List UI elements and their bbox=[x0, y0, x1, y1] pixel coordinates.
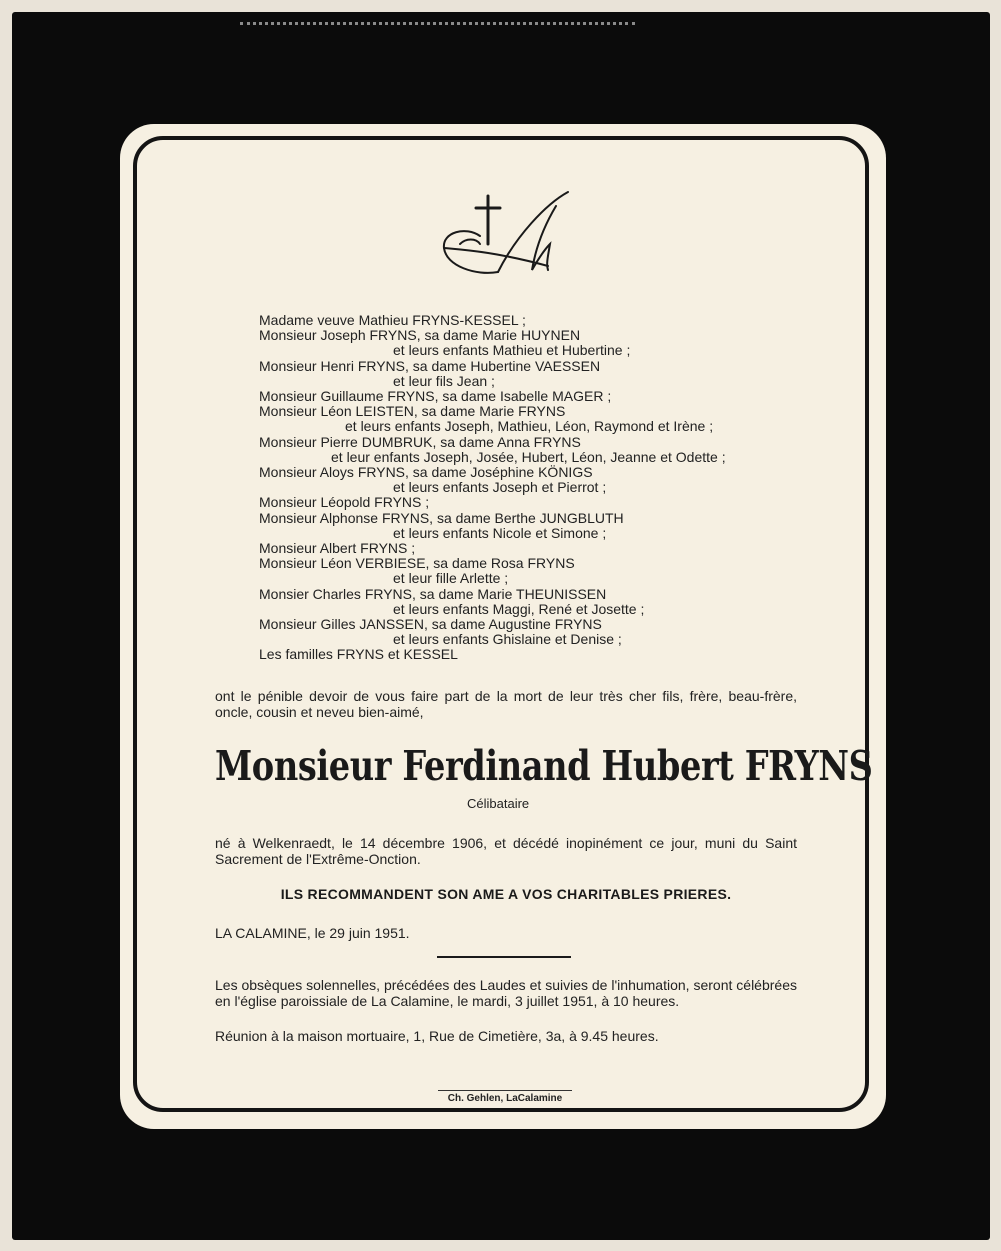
kin-line: Monsier Charles FRYNS, sa dame Marie THEUNISSEN bbox=[259, 585, 607, 602]
birth-death-text: né à Welkenraedt, le 14 décembre 1906, et décédé inopinément ce jour, muni du Saint Sacrement de l'Extrême-Onction. bbox=[215, 835, 797, 867]
place-date: LA CALAMINE, le 29 juin 1951. bbox=[215, 925, 410, 941]
kin-line: Monsieur Henri FRYNS, sa dame Hubertine VAESSEN bbox=[259, 357, 601, 374]
printer-credit: Ch. Gehlen, LaCalamine bbox=[447, 1093, 563, 1104]
funeral-info: Les obsèques solennelles, précédées des Laudes et suivies de l'inhumation, seront célébrées en l'église paroissiale de La Calamine, le mardi, 3 juillet 1951, à 10 heures. bbox=[215, 977, 797, 1009]
reunion-info: Réunion à la maison mortuaire, 1, Rue de Cimetière, 3a, à 9.45 heures. bbox=[215, 1028, 659, 1044]
kin-line: et leurs enfants Joseph et Pierrot ; bbox=[393, 479, 607, 496]
paper-fold-mark bbox=[240, 22, 635, 25]
kin-line: Monsieur Alphonse FRYNS, sa dame Berthe JUNGBLUTH bbox=[259, 509, 624, 526]
divider bbox=[437, 956, 571, 958]
kin-line: et leur fils Jean ; bbox=[393, 372, 495, 389]
kin-line: et leurs enfants Ghislaine et Denise ; bbox=[393, 631, 622, 648]
kin-line: Monsieur Albert FRYNS ; bbox=[259, 540, 416, 557]
kin-line: et leurs enfants Joseph, Mathieu, Léon, Raymond et Irène ; bbox=[345, 418, 714, 435]
kin-line: et leur enfants Joseph, Josée, Hubert, Léon, Jeanne et Odette ; bbox=[331, 448, 726, 465]
announcement-text: ont le pénible devoir de vous faire part de la mort de leur très cher fils, frère, beau-frère, oncle, cousin et neveu bien-aimé, bbox=[215, 688, 797, 720]
family-list bbox=[259, 313, 819, 663]
kin-line: Monsieur Pierre DUMBRUK, sa dame Anna FRYNS bbox=[259, 433, 581, 450]
marital-status: Célibataire bbox=[467, 796, 530, 811]
deceased-name: Monsieur Ferdinand Hubert FRYNS bbox=[215, 742, 873, 790]
cross-monogram-icon bbox=[436, 186, 576, 278]
kin-line: Madame veuve Mathieu FRYNS-KESSEL ; bbox=[259, 312, 526, 328]
kin-line: et leur fille Arlette ; bbox=[393, 570, 509, 587]
kin-line: Monsieur Gilles JANSSEN, sa dame Augustine FRYNS bbox=[259, 616, 602, 633]
kin-line: Monsieur Léopold FRYNS ; bbox=[259, 494, 430, 511]
kin-line: et leurs enfants Mathieu et Hubertine ; bbox=[393, 342, 631, 359]
kin-line: Monsieur Aloys FRYNS, sa dame Joséphine KÖNIGS bbox=[259, 464, 593, 481]
kin-line: Les familles FRYNS et KESSEL bbox=[259, 646, 458, 663]
kin-line: Monsieur Joseph FRYNS, sa dame Marie HUYNEN bbox=[259, 327, 581, 344]
kin-line: Monsieur Léon VERBIESE, sa dame Rosa FRYNS bbox=[259, 555, 575, 572]
printer-divider bbox=[438, 1090, 572, 1091]
prayer-appeal: ILS RECOMMANDENT SON AME A VOS CHARITABLES PRIERES. bbox=[280, 886, 732, 902]
kin-line: Monsieur Guillaume FRYNS, sa dame Isabelle MAGER ; bbox=[259, 388, 612, 405]
kin-line: et leurs enfants Maggi, René et Josette ; bbox=[393, 600, 645, 617]
kin-line: Monsieur Léon LEISTEN, sa dame Marie FRYNS bbox=[259, 403, 566, 420]
kin-line: et leurs enfants Nicole et Simone ; bbox=[393, 524, 607, 541]
